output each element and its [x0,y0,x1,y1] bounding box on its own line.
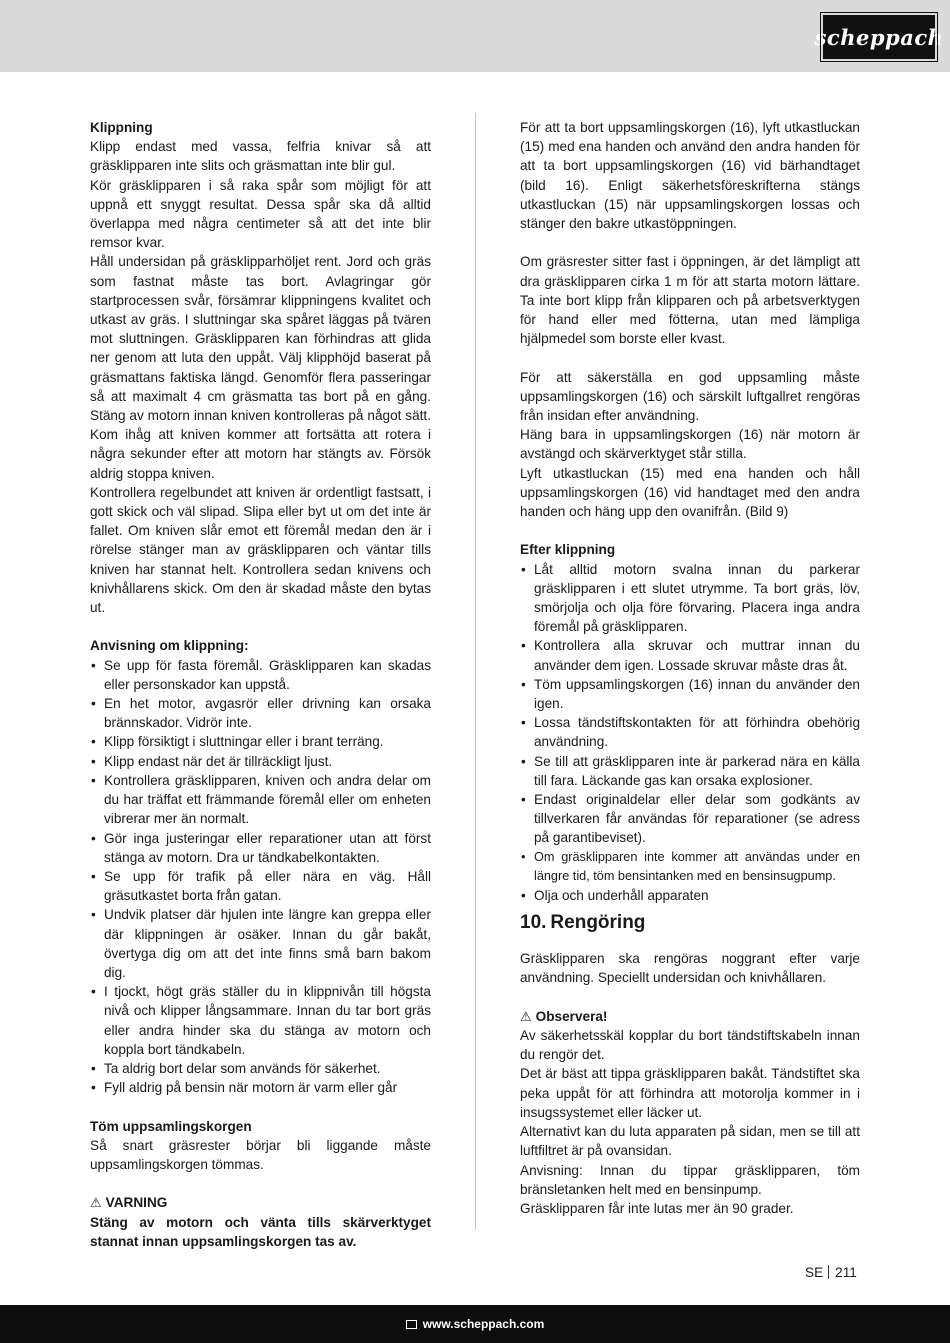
observe-title: Observera! [535,1008,608,1024]
observe-line: Anvisning: Innan du tippar gräsklipparen, töm bränsletanken helt med en bensinpump. [520,1162,860,1197]
list-item: • Olja och underhåll apparaten [520,886,860,905]
page-separator [828,1265,829,1279]
rengoring-paragraph: Gräsklipparen ska rengöras noggrant efter varje användning. Speciellt undersidan och knivhållaren. [520,951,860,986]
observe-line: Gräsklipparen får inte lutas mer än 90 grader. [520,1200,794,1216]
page-number [805,1265,857,1280]
list-item: • Gör inga justeringar eller reparationer utan att först stänga av motorn. Dra ur tändkabelkontakten. [90,829,431,867]
right-paragraph-1: För att ta bort uppsamlingskorgen (16), lyft utkastluckan (15) med ena handen och använd den andra handen för att ta bort uppsamlingskorgen (16) vid bärhandtaget (bild 16). Enligt säkerhetsföreskrifterna stängs utkastluckan (15) när uppsamlingskorgen lossas och stänger den bakre utkastöppningen. [520,120,860,232]
footer-bar [0,1305,950,1343]
observe-line: Alternativt kan du luta apparaten på sidan, men se till att luftfiltret är på ovansidan. [520,1124,860,1159]
column-divider [475,113,476,1230]
tom-heading: Töm uppsamlingskorgen [90,1118,252,1134]
left-column [90,118,431,1251]
efter-list [520,560,860,906]
warning-text: Stäng av motorn och vänta tills skärverktyget stannat innan uppsamlingskorgen tas av. [90,1214,431,1249]
right-paragraph-5: Lyft utkastluckan (15) med ena handen och håll uppsamlingskorgen (16) vid handtaget med den andra handen och häng upp den ovanifrån. (Bild 9) [520,465,860,520]
klippning-paragraph-1: Klipp endast med vassa, felfria knivar så att gräsklipparen inte slits och gräsmattan inte blir gul. [90,139,431,174]
list-item: • Se upp för trafik på eller nära en väg. Håll gräsutkastet borta från gatan. [90,867,431,905]
warning-icon: ⚠ [90,1195,102,1211]
right-paragraph-4: Häng bara in uppsamlingskorgen (16) när motorn är avstängd och skärverktyget står stilla. [520,427,860,462]
list-item: • Kontrollera alla skruvar och muttrar innan du använder dem igen. Lossade skruvar måste dras åt. [520,636,860,674]
list-item: • Kontrollera gräsklipparen, kniven och andra delar om du har träffat ett främmande föremål eller om enheten vibrerar mer än normalt. [90,771,431,829]
list-item: • En het motor, avgasrör eller drivning kan orsaka brännskador. Vidrör inte. [90,694,431,732]
list-item: • I tjockt, högt gräs ställer du in klippnivån till högsta nivå och klipper långsammare. Innan du tar bort gräs eller andra hinder ska du stänga av motorn och koppla bort tändkabeln. [90,982,431,1059]
tom-paragraph: Så snart gräsrester börjar bli liggande måste uppsamlingskorgen tömmas. [90,1137,431,1172]
list-item: • Se till att gräsklipparen inte är parkerad nära en källa till fara. Läckande gas kan orsaka explosioner. [520,752,860,790]
list-item: • Klipp endast när det är tillräckligt ljust. [90,752,431,771]
warning-heading [90,1193,431,1212]
anvisning-heading: Anvisning om klippning: [90,638,249,654]
list-item: • Klipp försiktigt i sluttningar eller i brant terräng. [90,732,431,751]
list-item: • Endast originaldelar eller delar som godkänts av tillverkaren får användas för reparationer (se adress på garantibeviset). [520,790,860,848]
header-band [0,0,950,72]
list-item: • Om gräsklipparen inte kommer att användas under en längre tid, töm bensintanken med en bensinsugpump. [520,848,860,886]
section-title: Rengöring [550,912,646,934]
right-paragraph-3: För att säkerställa en god uppsamling måste uppsamlingskorgen (16) och särskilt luftgallret rengöras från insidan efter användning. [520,369,860,424]
right-column [520,118,860,1218]
list-item: • Ta aldrig bort delar som används för säkerhet. [90,1059,431,1078]
warning-title: VARNING [105,1195,168,1211]
anvisning-list [90,656,431,1098]
efter-heading: Efter klippning [520,542,616,558]
list-item: • Lossa tändstiftskontakten för att förhindra obehörig användning. [520,713,860,751]
observe-line: Det är bäst att tippa gräsklipparen bakåt. Tändstiftet ska peka uppåt för att förhindra att motorolja kommer in i insugssystemet eller läcker ut. [520,1066,860,1120]
page-language: SE [805,1265,824,1280]
klippning-paragraph-2: Kör gräsklipparen i så raka spår som möjligt för att uppnå ett snyggt resultat. Dessa spår ska då alltid överlappa med några centimeter så att det inte blir remsor kvar. [90,177,431,251]
observe-line: Av säkerhetsskäl kopplar du bort tändstiftskabeln innan du rengör det. [520,1028,860,1063]
observe-heading [520,1007,860,1026]
right-paragraph-2: Om gräsrester sitter fast i öppningen, är det lämpligt att dra gräsklipparen cirka 1 m för att starta motorn lättare. Ta inte bort klipp från klipparen och på arbetsverktygen för hand eller med fötterna, utan med lämpliga hjälpmedel som borste eller kvast. [520,254,860,347]
list-item: • Låt alltid motorn svalna innan du parkerar gräsklipparen i ett slutet utrymme. Ta bort gräs, löv, smörjolja och olja före förvaring. Placera inga andra föremål på gräsklipparen. [520,560,860,637]
list-item: • Se upp för fasta föremål. Gräsklipparen kan skadas eller personskador kan uppstå. [90,656,431,694]
list-item: • Töm uppsamlingskorgen (16) innan du använder den igen. [520,675,860,713]
monitor-icon [406,1320,417,1329]
warning-icon: ⚠ [520,1008,532,1024]
list-item: • Fyll aldrig på bensin när motorn är varm eller går [90,1078,431,1097]
page-number-value: 211 [835,1265,857,1280]
klippning-paragraph-3: Håll undersidan på gräsklipparhöljet rent. Jord och gräs som fastnat måste tas bort. Avlagringar gör startprocessen svår, försämrar klippningens kvalitet och utkast av gräs. I sluttningar ska spåret läggas på tvären mot sluttningen. Gräsklipparen kan förhindras att glida ner genom att luta den uppåt. Välj klipphöjd baserat på gräsmattans faktiska längd. Genomför flera passeringar så att maximalt 4 cm gräsmatta tas bort på en gång. Stäng av motorn innan kniven kontrolleras på något sätt. Kom ihåg att kniven kommer att fortsätta att rotera i några sekunder efter att motorn har stängts av. Försök aldrig stoppa kniven. [90,254,431,481]
list-item: • Undvik platser där hjulen inte längre kan greppa eller där klippningen är osäker. Innan du går bakåt, övertyga dig om att det inte finns små barn bakom dig. [90,905,431,982]
brand-name: scheppach [814,24,944,50]
klippning-heading: Klippning [90,120,153,135]
section-number: 10. [520,912,547,934]
section-heading [520,911,860,935]
footer-url[interactable]: www.scheppach.com [422,1317,545,1331]
brand-logo [814,13,944,61]
klippning-paragraph-4: Kontrollera regelbundet att kniven är ordentligt fastsatt, i gott skick och väl slipad. Slipa eller byt ut om det inte är fallet. Om kniven slår emot ett föremål medan den är i rörelse stänger man av gräsklipparen och väntar tills kniven har stannat helt. Kontrollera sedan knivens och knivhållarens skick. Om den är skadad måste den bytas ut. [90,484,431,616]
